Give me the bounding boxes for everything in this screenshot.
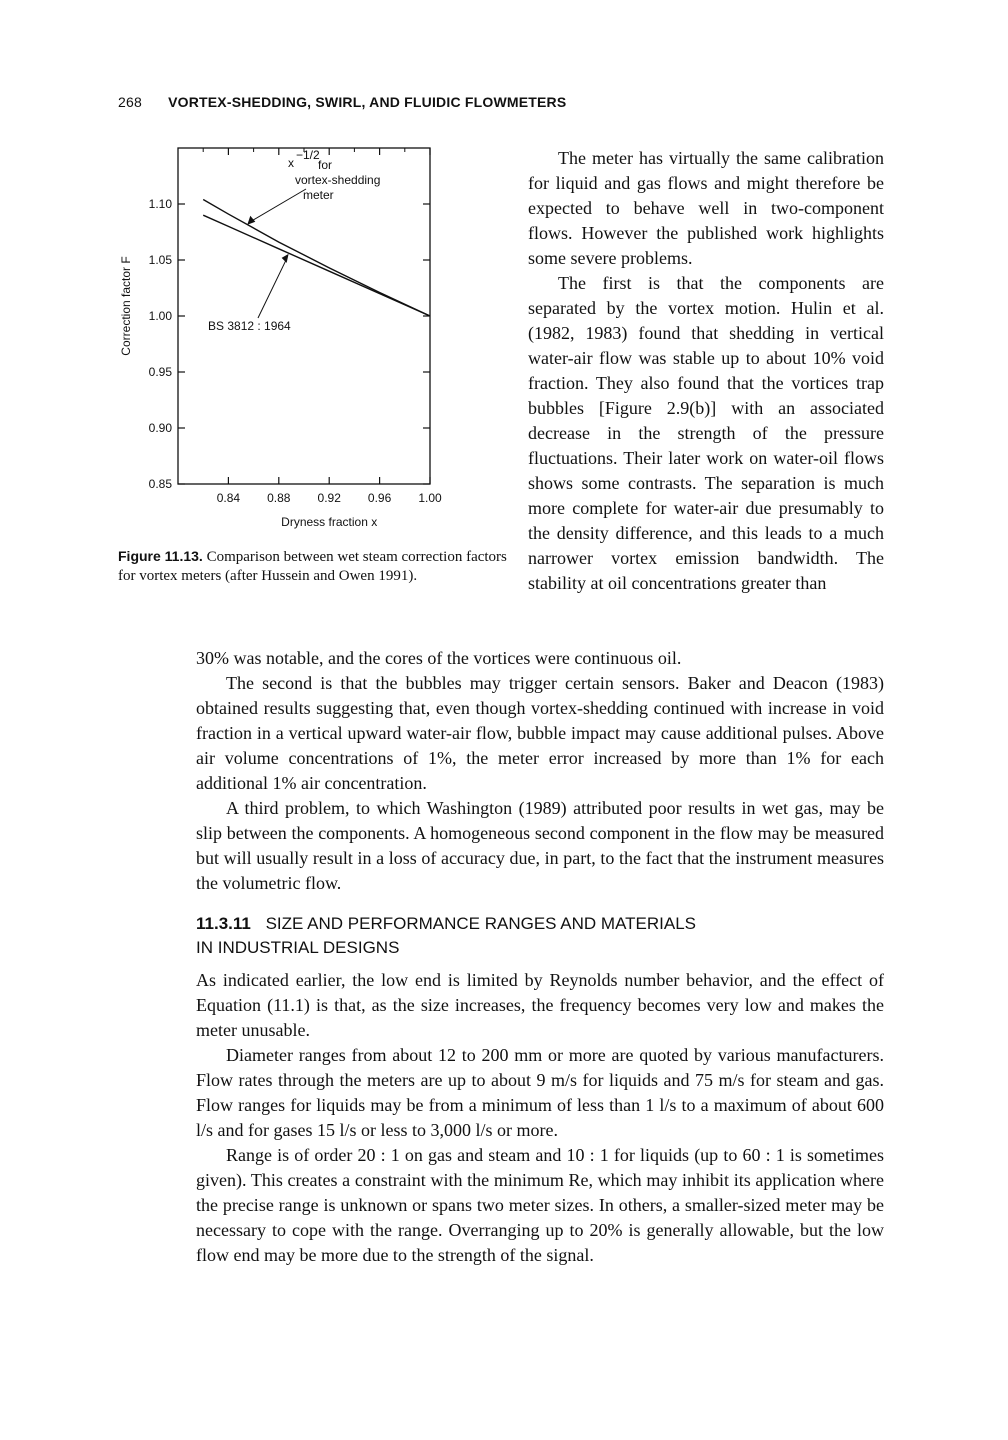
figure-11-13 [110,140,500,540]
x-tick-label: 0.96 [367,491,392,505]
paragraph: The second is that the bubbles may trigger certain sensors. Baker and Deacon (1983) obtained results suggesting that, even though vortex-shedding continued with increase in void fraction in a vertical upward water-air flow, bubble impact may cause additional pulses. Above air volume concentrations of 1%, the meter error increased by more than 1% for each additional 1% air concentration. [196,673,884,793]
page-number: 268 [118,94,142,110]
running-title: VORTEX-SHEDDING, SWIRL, AND FLUIDIC FLOWMETERS [168,94,567,110]
section-number: 11.3.11 [196,914,251,933]
paragraph: Range is of order 20 : 1 on gas and steam and 10 : 1 for liquids (up to 60 : 1 is sometimes given). This creates a constraint with the minimum Re, which may inhibit its application where the precise range is unknown or spans two meter sizes. In others, a smaller-sized meter may be necessary to cope with the range. Overranging up to 20% is generally allowable, but the low flow end may be more due to the strength of the signal. [196,1145,884,1265]
x-tick-label: 1.00 [418,491,442,505]
figure-caption [118,547,508,586]
annotation-layer [208,148,380,333]
body-text-block-2 [196,968,884,1268]
running-header [118,94,566,110]
section-heading [196,912,884,960]
series-layer [203,200,430,316]
right-column-text [528,146,884,596]
annotation-arrowhead [247,216,255,225]
y-tick-label: 1.10 [148,197,172,211]
paragraph: A third problem, to which Washington (1989) attributed poor results in wet gas, may be slip between the components. A homogeneous second component in the flow may be measured but will usually result in a loss of accuracy due, in part, to the fact that the instrument measures the volumetric flow. [196,798,884,893]
annotation-text-x: x [288,156,294,170]
y-tick-label: 1.05 [148,253,172,267]
paragraph: The meter has virtually the same calibration for liquid and gas flows and might therefore be expected to behave well in two-component flows. However the published work highlights some severe problems. [528,148,884,268]
annotation-arrow-line [250,189,306,222]
x-axis-label: Dryness fraction x [281,515,378,529]
caption-label: Figure 11.13. [118,548,203,564]
y-tick-label: 0.90 [148,421,172,435]
annotation-text-vortex: vortex-shedding [295,173,381,187]
y-axis-label: Correction factor F [119,256,133,356]
annotation-text-meter: meter [303,188,334,202]
paragraph: 30% was notable, and the cores of the vortices were continuous oil. [196,648,682,668]
series-line-0 [203,200,430,316]
x-tick-label: 0.88 [267,491,291,505]
annotation-text-for: for [318,158,333,172]
section-title-line-1: SIZE AND PERFORMANCE RANGES AND MATERIALS [265,914,697,933]
x-tick-label: 0.92 [317,491,341,505]
annotation-arrow-line-2 [258,259,287,318]
axes-layer [119,148,442,529]
y-tick-label: 0.85 [148,477,172,491]
y-tick-label: 1.00 [148,309,172,323]
body-text-block-1 [196,646,884,896]
x-tick-label: 0.84 [216,491,241,505]
paragraph: As indicated earlier, the low end is limited by Reynolds number behavior, and the effect of Equation (11.1) is that, as the size increases, the frequency becomes very low and makes the meter unusable. [196,970,884,1040]
y-tick-label: 0.95 [148,365,172,379]
paragraph: The first is that the components are separated by the vortex motion. Hulin et al. (1982, 1983) found that shedding in vertical water-air flow was stable up to about 10% void fraction. They also found that the vortices trap bubbles [Figure 2.9(b)] with an associated decrease in the strength of the pressure fluctuations. Their later work on water-oil flows shows some contrasts. The separation is much more complete for water-air due presumably to the density difference, and this leads to a much narrower vortex emission bandwidth. The stability at oil concentrations greater than [528,273,884,593]
section-title-line-2: IN INDUSTRIAL DESIGNS [196,938,400,957]
caption-text: Comparison between wet steam correction factors for vortex meters (after Hussein and Owen 1991). [118,549,507,584]
correction-factor-chart [110,140,500,540]
paragraph: Diameter ranges from about 12 to 200 mm or more are quoted by various manufacturers. Flow rates through the meters are up to about 9 m/s for liquids and 75 m/s for steam and gas. Flow ranges for liquids may be from a minimum of less than 1 l/s to a maximum of about 600 l/s and for gases 15 l/s or less to 3,000 l/s or more. [196,1045,884,1140]
annotation-superscript: −1/2 [296,148,320,162]
series-line-1 [203,215,430,316]
annotation-text-bs: BS 3812 : 1964 [208,319,291,333]
